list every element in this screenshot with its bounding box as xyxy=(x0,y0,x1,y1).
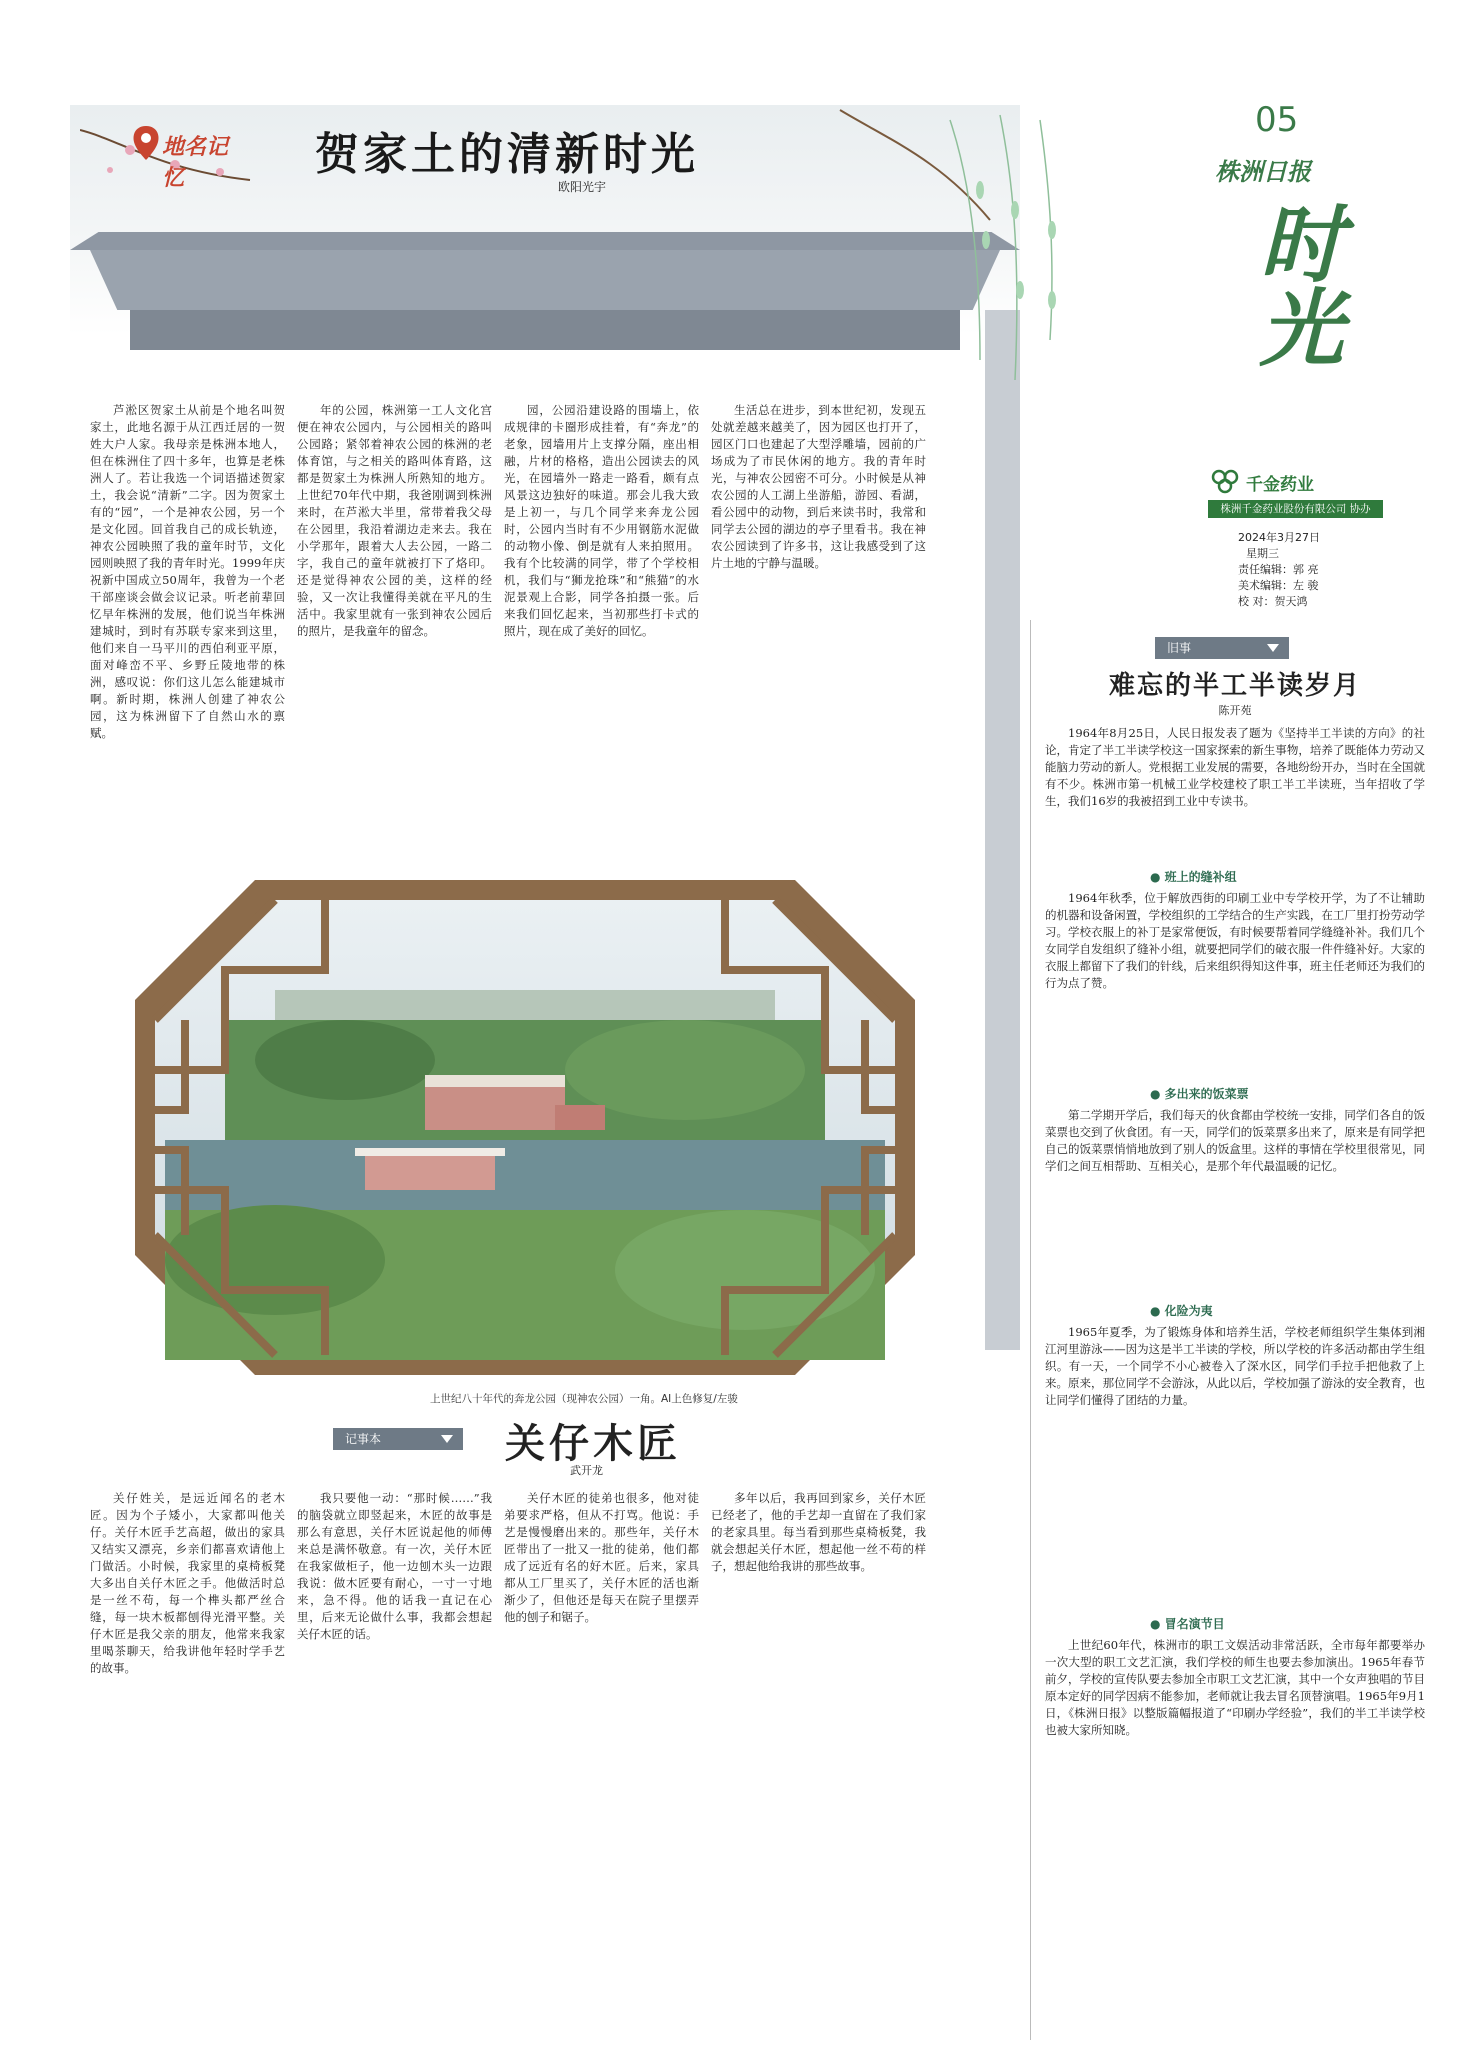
lead-column: 生活总在进步，到本世纪初，发现五处就差越来越美了，因为园区也打开了，园区门口也建起了大型浮雕墙，园前的广场成为了市民休闲的地方。我的青年时光，与神农公园密不可分。小时候是从神农公园的人工湖上坐游船，游园、看湖，看公园中的动物，到后来读书时，我常和同学去公园的湖边的亭子里看书。我在神农公园读到了许多书，这让我感受到了这片土地的宁静与温暖。 xyxy=(711,403,926,570)
side-section-text: 1964年秋季，位于解放西街的印刷工业中专学校开学，为了不让辅助的机器和设备闲置，学校组织的工学结合的生产实践，在工厂里打扮劳动学习。学校衣服上的补丁是家常便饭，有时候要帮着同学缝缝补补。我们几个女同学自发组织了缝补小组，就要把同学们的破衣服一件件缝补好。大家的衣服上都留下了我们的针线，后来组织得知这件事，班主任老师还为我们的行为点了赞。 xyxy=(1045,891,1425,990)
feature-column: 关仔姓关，是远近闻名的老木匠。因为个子矮小，大家都叫他关仔。关仔木匠手艺高超，做出的家具又结实又漂亮，乡亲们都喜欢请他上门做活。小时候，我家里的桌椅板凳大多出自关仔木匠之手。他做活时总是一丝不苟，每一个榫头都严丝合缝，每一块木板都刨得光滑平整。关仔木匠是我父亲的朋友，他常来我家里喝茶聊天，给我讲他年轻时学手艺的故事。 xyxy=(90,1491,285,1675)
side-section-text: 上世纪60年代，株洲市的职工文娱活动非常活跃，全市每年都要举办一次大型的职工文艺汇演，我们学校的师生也要去参加演出。1965年春节前夕，学校的宣传队要去参加全市职工文艺汇演，其中一个女声独唱的节目原本定好的同学因病不能参加，老师就让我去冒名顶替演唱。1965年9月1日，《株洲日报》以整版篇幅报道了“印刷办学经验”，我们的半工半读学校也被大家所知晓。 xyxy=(1045,1638,1425,1737)
side-tag-label: 旧事 xyxy=(1167,641,1192,655)
issue-info xyxy=(1238,530,1320,610)
editor-line: 责任编辑：郭 亮 xyxy=(1238,563,1319,576)
side-section-text: 第二学期开学后，我们每天的伙食都由学校统一安排，同学们各自的饭菜票也交到了伙食团。有一天，同学们的饭菜票多出来了，原来是有同学把自己的饭菜票悄悄地放到了别人的饭盒里。这样的事情在学校里很常见，同学们之间互相帮助、互相关心，是那个年代最温暖的记忆。 xyxy=(1045,1108,1425,1173)
issue-weekday: 星期三 xyxy=(1246,547,1279,560)
feature-column: 我只要他一动：“那时候……”我的脑袋就立即竖起来，木匠的故事是那么有意思，关仔木匠说起他的师傅来总是满怀敬意。有一次，关仔木匠在我家做柜子，他一边刨木头一边跟我说：做木匠要有耐心，一寸一寸地来，急不得。他的话我一直记在心里，后来无论做什么事，我都会想起关仔木匠的话。 xyxy=(297,1491,492,1641)
feature-tag-label: 记事本 xyxy=(345,1432,382,1446)
feature-author: 武开龙 xyxy=(570,1464,603,1477)
side-tag xyxy=(1155,637,1289,659)
page-number: 05 xyxy=(1255,100,1299,140)
lead-title: 贺家土的清新时光 xyxy=(315,129,699,180)
feature-column: 多年以后，我再回到家乡，关仔木匠已经老了，他的手艺却一直留在了我们家的老家具里。每当看到那些桌椅板凳，我就会想起关仔木匠，想起他一丝不苟的样子，想起他给我讲的那些故事。 xyxy=(711,1491,926,1573)
right-pillar xyxy=(985,310,1020,1350)
newspaper-name: 株洲日报 xyxy=(1215,157,1311,186)
sponsor-line: 株洲千金药业股份有限公司 协办 xyxy=(1208,500,1383,518)
location-pin-icon xyxy=(132,124,160,162)
triangle-down-icon xyxy=(441,1435,453,1443)
triangle-down-icon xyxy=(1267,644,1279,652)
lattice-frame xyxy=(125,870,925,1385)
willow-branch-icon xyxy=(830,100,1130,390)
side-section-head: ● 化险为夷 xyxy=(1150,1304,1213,1318)
side-section-head: ● 班上的缝补组 xyxy=(1150,870,1237,884)
editor-line: 美术编辑：左 骏 xyxy=(1238,579,1319,592)
lead-column: 园，公园沿建设路的围墙上，依成规律的卡圈形成挂着，有“奔龙”的老象，园墙用片上支撑分隔，座出相融，片材的格格，造出公园读去的风光，在园墙外一路走一路看，颇有点风景这边独好的味道。那会儿我大致是上初一，与几个同学来奔龙公园时，公园内当时有不少用钢筋水泥做的动物小像、倒是就有人来拍照用。我有个比较满的同学，带了个学校相机，我们与“狮龙抢珠”和“熊猫”的水泥景观上合影，同学各拍摄一张。后来我们回忆起来，当初那些打卡式的照片，现在成了美好的回忆。 xyxy=(504,403,699,638)
sponsor-name: 千金药业 xyxy=(1246,475,1314,495)
column-name: 地名记忆 xyxy=(162,135,229,191)
photo-caption: 上世纪八十年代的奔龙公园（现神农公园）一角。AI上色修复/左骏 xyxy=(430,1393,738,1405)
side-author: 陈开苑 xyxy=(1218,704,1252,717)
lead-author: 欧阳光宇 xyxy=(558,180,607,194)
feature-column: 关仔木匠的徒弟也很多，他对徒弟要求严格，但从不打骂。他说：手艺是慢慢磨出来的。那些年，关仔木匠带出了一批又一批的徒弟，他们都成了远近有名的好木匠。后来，家具都从工厂里买了，关仔木匠的活也渐渐少了，但他还是每天在院子里摆弄他的刨子和锯子。 xyxy=(504,1491,699,1624)
section-name: 时光 xyxy=(1246,200,1345,368)
side-title: 难忘的半工半读岁月 xyxy=(1108,671,1361,701)
feature-tag xyxy=(333,1428,463,1450)
side-section-head: ● 冒名演节目 xyxy=(1150,1617,1225,1631)
column-label xyxy=(132,120,242,191)
column-rule xyxy=(1030,620,1031,2040)
photo-frame xyxy=(125,870,925,1385)
sponsor-logo-icon xyxy=(1210,468,1240,494)
editor-line: 校 对：贺天鸿 xyxy=(1238,595,1308,608)
lead-column: 年的公园，株洲第一工人文化宫便在神农公园内，与公园相关的路叫公园路；紧邻着神农公园的株洲的老体育馆，与之相关的路叫体育路，这都是贺家土为株洲人所熟知的地方。上世纪70年代中期，我爸刚调到株洲来时，在芦淞大半里，常带着我父母在公园里，我沿着湖边走来去。我在小学那年，跟着大人去公园，一路二字，我自己的童年就被打下了烙印。还是觉得神农公园的美，这样的经验，又一次让我懂得美就在平凡的生活中。我家里就有一张到神农公园后的照片，是我童年的留念。 xyxy=(297,403,492,638)
side-intro: 1964年8月25日，人民日报发表了题为《坚持半工半读的方向》的社论，肯定了半工半读学校这一国家探索的新生事物，培养了既能体力劳动又能脑力劳动的新人。党根据工业发展的需要，各地纷纷开办，当时在全国就有不少。株洲市第一机械工业学校建校了职工半工半读班，当年招收了学生，我们16岁的我被招到工业中专读书。 xyxy=(1045,726,1425,808)
side-section-head: ● 多出来的饭菜票 xyxy=(1150,1087,1249,1101)
boathouse xyxy=(365,1155,495,1190)
issue-date: 2024年3月27日 xyxy=(1238,531,1320,544)
feature-title: 关仔木匠 xyxy=(505,1420,681,1467)
lead-column: 芦淞区贺家土从前是个地名叫贺家土，此地名源于从江西迁居的一贺姓大户人家。我母亲是株洲本地人，但在株洲住了四十多年，也算是老株洲人了。若让我选一个词语描述贺家土，我会说“清新”二字。因为贺家土有的“园”，一个是神农公园，另一个是文化园。回首我自己的成长轨迹，神农公园映照了我的童年时节，文化园则映照了我的青年时光。1999年庆祝新中国成立50周年，我曾为一个老干部座谈会做会议记录。听老前辈回忆早年株洲的发展，他们说当年株洲建城时，到时有苏联专家来到这里，他们来自一马平川的西伯利亚平原，面对峰峦不平、乡野丘陵地带的株洲，感叹说：你们这儿怎么能建城市啊。新时期，株洲人创建了神农公园，这为株洲留下了自然山水的禀赋。 xyxy=(90,403,285,740)
pavilion xyxy=(425,1085,565,1130)
side-section-text: 1965年夏季，为了锻炼身体和培养生活，学校老师组织学生集体到湘江河里游泳——因为这是半工半读的学校，所以学校的许多活动都由学生组织。有一天，一个同学不小心被卷入了深水区，同学们手拉手把他救了上来。原来，那位同学不会游泳，从此以后，学校加强了游泳的安全教育，也让同学们懂得了团结的力量。 xyxy=(1045,1325,1425,1407)
